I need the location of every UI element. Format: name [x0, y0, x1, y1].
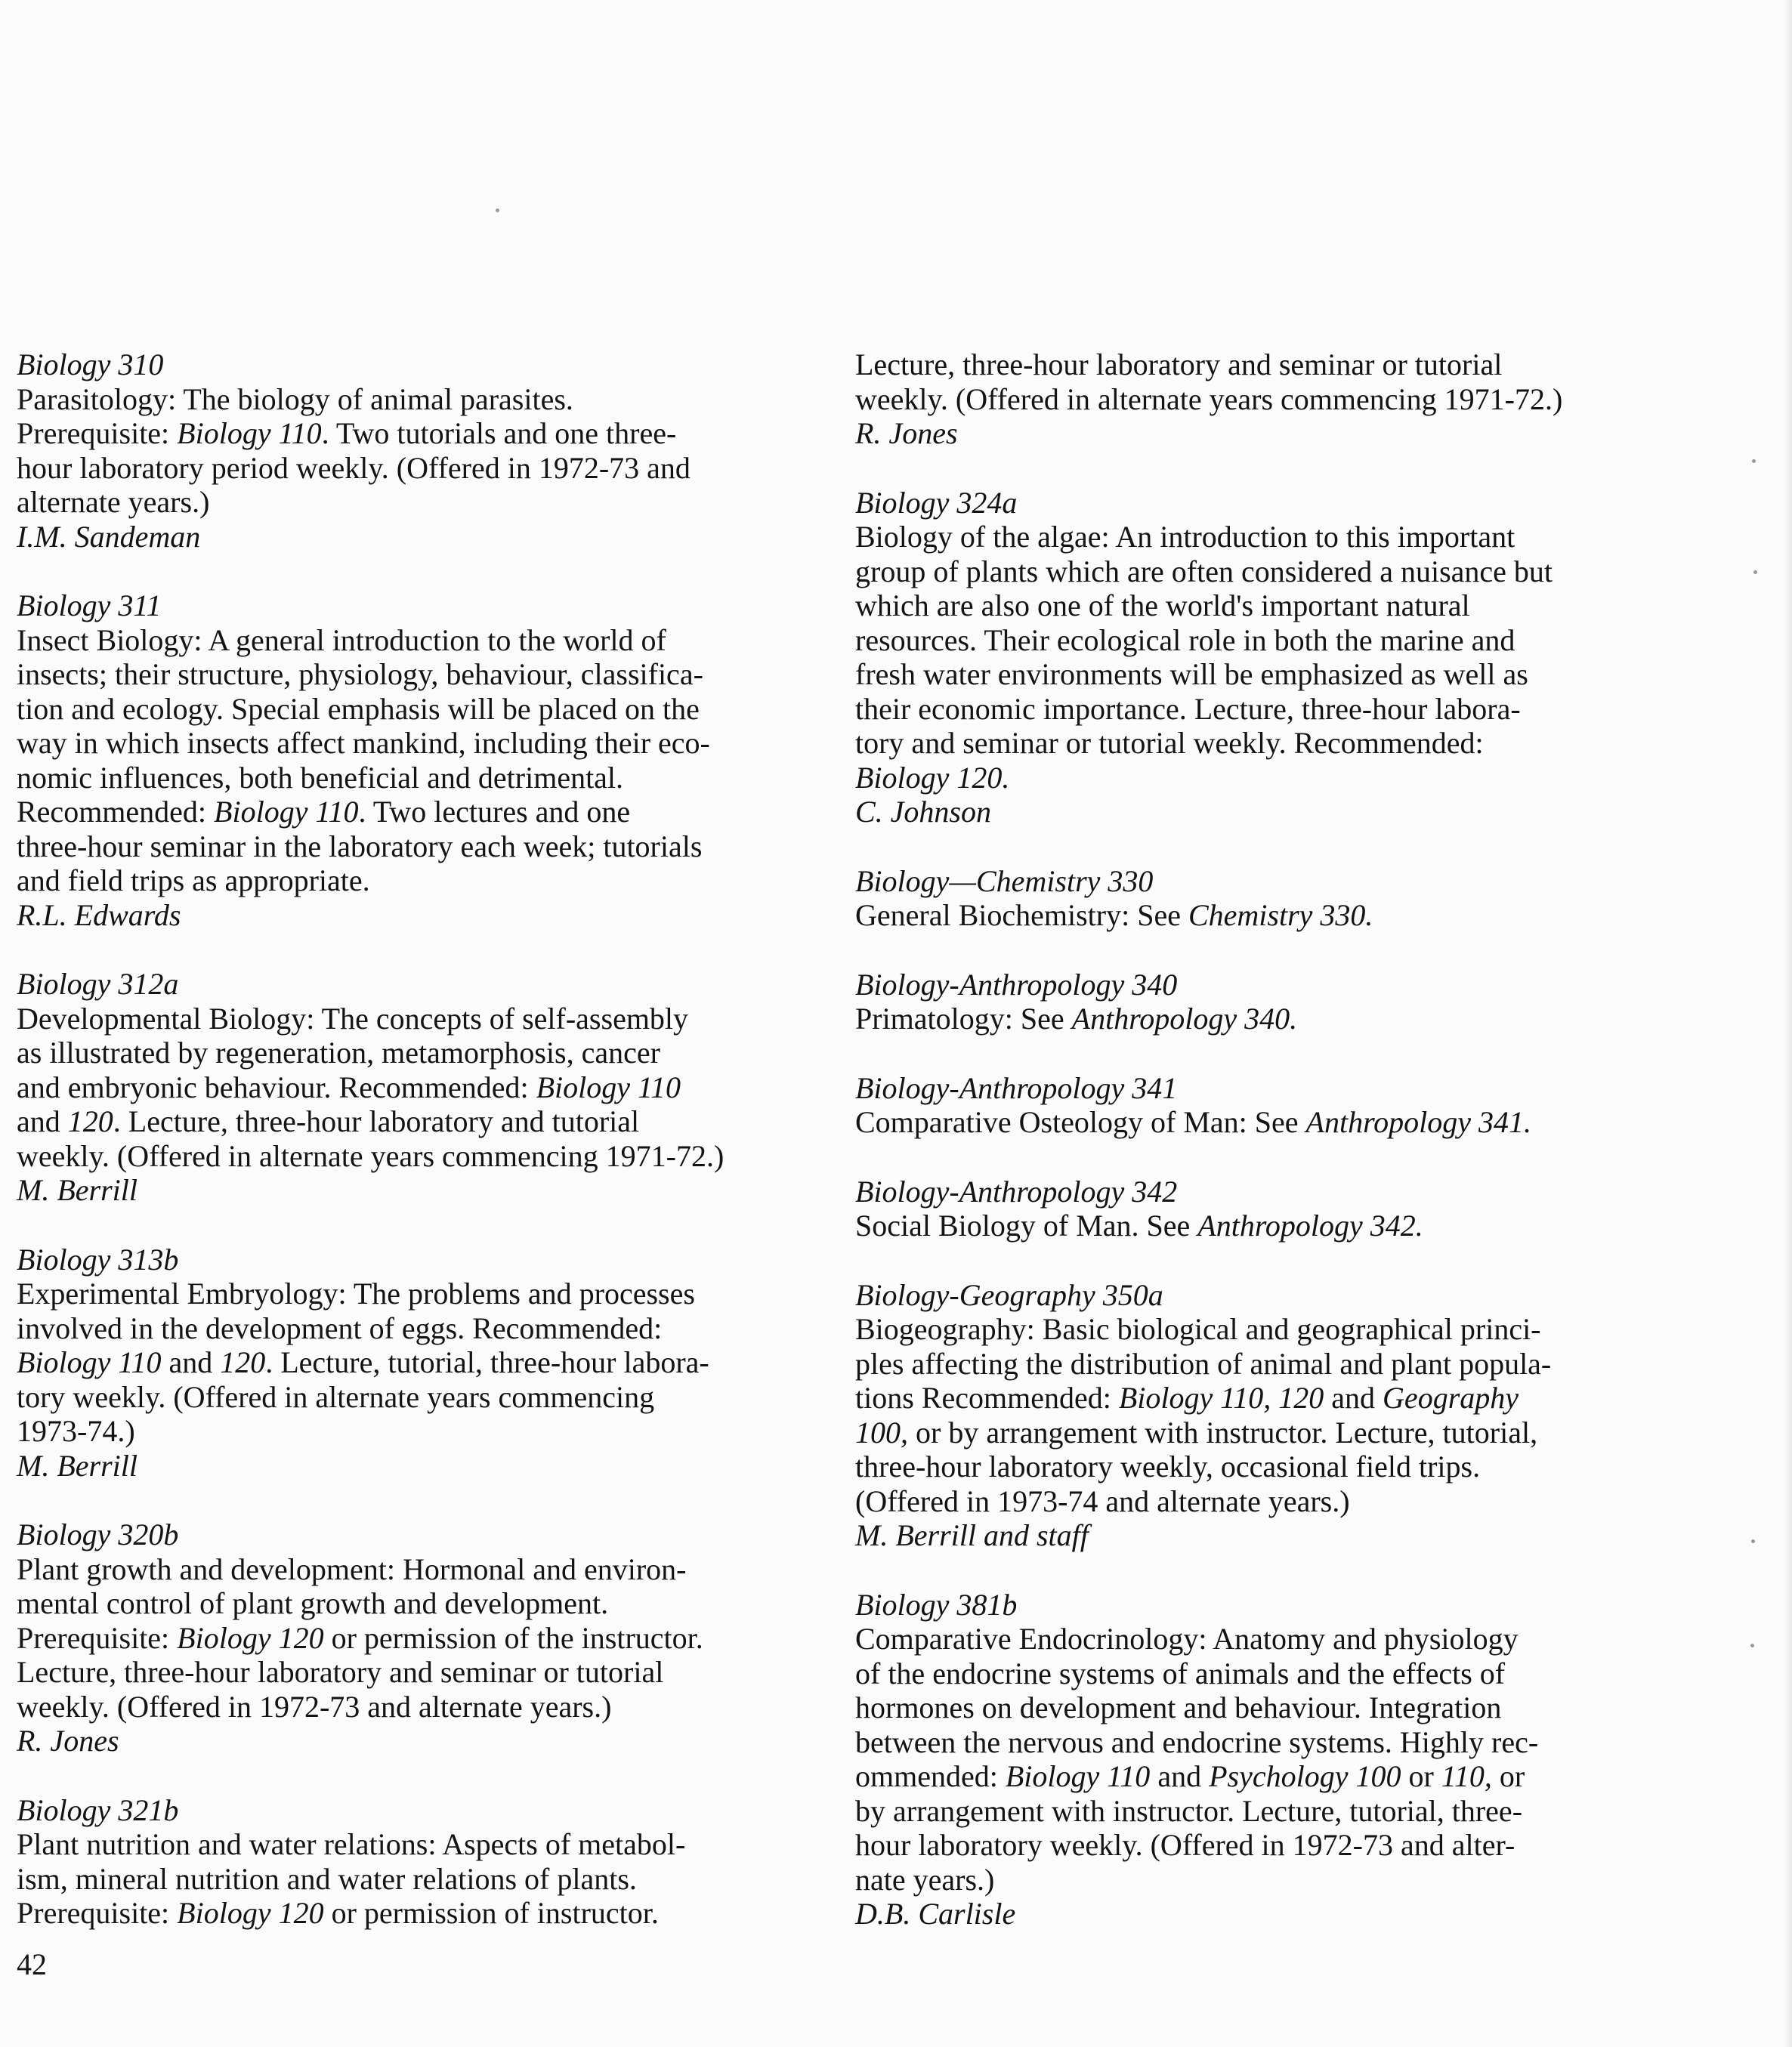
- description-line: nomic influences, both beneficial and detrimental.: [17, 760, 624, 795]
- course-reference: Biology 110, 120: [1118, 1381, 1324, 1415]
- course-reference: Biology 110: [536, 1070, 681, 1104]
- course-reference: Biology 120.: [855, 760, 1010, 795]
- course-instructor: R. Jones: [17, 1724, 119, 1758]
- description-line: involved in the development of eggs. Recommended:: [17, 1311, 663, 1345]
- course-entry: [855, 968, 1648, 1036]
- description-line: weekly. (Offered in alternate years commencing 1971-72.): [855, 381, 1563, 416]
- course-code: Biology 381b: [855, 1587, 1018, 1622]
- description-line: tory weekly. (Offered in alternate years commencing: [17, 1379, 655, 1414]
- scan-speck: [1753, 570, 1757, 574]
- course-reference: 100,: [855, 1415, 908, 1450]
- course-entry: [17, 588, 810, 932]
- right-column: [855, 347, 1648, 1966]
- description-line: Biogeography: Basic biological and geographical princi-: [855, 1312, 1541, 1346]
- description-line: resources. Their ecological role in both the marine and: [855, 622, 1515, 657]
- description-line: Comparative Osteology of Man: See Anthropology 341.: [855, 1105, 1532, 1139]
- course-entry: [17, 347, 810, 554]
- description-line: three-hour seminar in the laboratory each week; tutorials: [17, 829, 703, 863]
- description-line: tory and seminar or tutorial weekly. Recommended:: [855, 726, 1484, 760]
- course-reference: Biology 110: [177, 416, 322, 450]
- description-line: mental control of plant growth and development.: [17, 1586, 609, 1620]
- description-line: hormones on development and behaviour. Integration: [855, 1690, 1502, 1724]
- description-line: as illustrated by regeneration, metamorphosis, cancer: [17, 1036, 660, 1070]
- description-line: of the endocrine systems of animals and the effects of: [855, 1656, 1506, 1690]
- course-description: [17, 1827, 810, 1931]
- course-description: [17, 382, 810, 520]
- course-code: Biology 312a: [17, 967, 179, 1001]
- description-line: tion and ecology. Special emphasis will be placed on the: [17, 691, 700, 726]
- course-code: Biology-Anthropology 341: [855, 1070, 1178, 1105]
- description-line: hour laboratory weekly. (Offered in 1972-73 and alter-: [855, 1828, 1515, 1862]
- description-line: ommended: Biology 110 and Psychology 100 or 110, or: [855, 1759, 1525, 1793]
- course-entry: [855, 1071, 1648, 1140]
- description-line: Insect Biology: A general introduction to the world of: [17, 622, 666, 657]
- course-reference: Biology 120: [177, 1620, 324, 1655]
- course-description: [855, 1002, 1648, 1036]
- course-reference: Anthropology 340.: [1071, 1002, 1298, 1036]
- course-reference: Geography: [1383, 1381, 1519, 1415]
- scan-speck: [1751, 1539, 1755, 1543]
- page-number: 42: [17, 1947, 47, 1981]
- page-edge-shadow: [1784, 0, 1792, 2047]
- description-line: weekly. (Offered in alternate years commencing 1971-72.): [17, 1138, 725, 1173]
- description-line: between the nervous and endocrine systems. Highly rec-: [855, 1724, 1539, 1759]
- course-code: Biology 313b: [17, 1242, 179, 1277]
- course-description: [17, 1552, 810, 1724]
- scan-speck: [1750, 1644, 1754, 1647]
- course-description: [855, 520, 1648, 795]
- course-description: [17, 1277, 810, 1449]
- course-reference: Chemistry 330.: [1188, 898, 1373, 932]
- description-line: Lecture, three-hour laboratory and seminar or tutorial: [855, 347, 1503, 381]
- course-reference: Anthropology 342.: [1197, 1209, 1423, 1243]
- description-line: Parasitology: The biology of animal parasites.: [17, 381, 573, 416]
- course-instructor: M. Berrill: [17, 1173, 137, 1207]
- course-code: Biology-Anthropology 340: [855, 967, 1178, 1002]
- description-line: and embryonic behaviour. Recommended: Biology 110: [17, 1070, 681, 1104]
- course-description: [17, 1002, 810, 1174]
- course-entry: [855, 1588, 1648, 1931]
- description-line: weekly. (Offered in 1972-73 and alternate years.): [17, 1689, 612, 1724]
- description-line: Plant growth and development: Hormonal and environ-: [17, 1551, 687, 1586]
- description-line: Plant nutrition and water relations: Aspects of metabol-: [17, 1827, 686, 1861]
- description-line: which are also one of the world's important natural: [855, 588, 1470, 622]
- description-line: way in which insects affect mankind, including their eco-: [17, 726, 710, 760]
- course-reference: Psychology 100: [1209, 1759, 1401, 1793]
- left-column: [17, 347, 810, 1965]
- description-line: by arrangement with instructor. Lecture, tutorial, three-: [855, 1793, 1523, 1828]
- course-description: [855, 898, 1648, 933]
- course-code: Biology 321b: [17, 1792, 179, 1827]
- description-line: Recommended: Biology 110. Two lectures and one: [17, 795, 631, 829]
- course-reference: 120: [67, 1104, 113, 1138]
- course-reference: Biology 110: [17, 1345, 162, 1379]
- course-description: [855, 1312, 1648, 1518]
- course-instructor: R. Jones: [855, 416, 958, 450]
- scan-speck: [1752, 459, 1756, 463]
- course-instructor: M. Berrill and staff: [855, 1518, 1089, 1552]
- course-code: Biology 324a: [855, 485, 1018, 520]
- course-entry: [855, 1278, 1648, 1553]
- scan-speck: [496, 208, 499, 212]
- description-line: three-hour laboratory weekly, occasional field trips.: [855, 1450, 1481, 1484]
- course-code: Biology-Anthropology 342: [855, 1174, 1178, 1209]
- description-line: General Biochemistry: See Chemistry 330.: [855, 898, 1373, 932]
- description-line: nate years.): [855, 1862, 995, 1897]
- description-line: Biology of the algae: An introduction to this important: [855, 520, 1515, 554]
- course-description: [855, 1209, 1648, 1243]
- course-code: Biology-Geography 350a: [855, 1277, 1163, 1312]
- description-line: and 120. Lecture, three-hour laboratory and tutorial: [17, 1104, 640, 1138]
- description-line: [855, 761, 1648, 795]
- course-entry: [855, 864, 1648, 933]
- course-reference: Anthropology 341.: [1305, 1105, 1532, 1139]
- description-line: group of plants which are often considered a nuisance but: [855, 554, 1553, 588]
- course-instructor: R.L. Edwards: [17, 897, 181, 932]
- course-entry: [17, 1243, 810, 1484]
- course-code: Biology—Chemistry 330: [855, 863, 1154, 898]
- description-line: ism, mineral nutrition and water relations of plants.: [17, 1861, 637, 1896]
- course-reference: 110,: [1441, 1759, 1492, 1793]
- course-reference: 120: [220, 1345, 266, 1379]
- description-line: Prerequisite: Biology 110. Two tutorials and one three-: [17, 416, 677, 450]
- description-line: 100, or by arrangement with instructor. Lecture, tutorial,: [855, 1415, 1538, 1450]
- course-code: Biology 310: [17, 347, 164, 381]
- course-code: Biology 311: [17, 588, 162, 622]
- description-line: tions Recommended: Biology 110, 120 and Geography: [855, 1381, 1519, 1415]
- description-line: Developmental Biology: The concepts of self-assembly: [17, 1001, 689, 1036]
- description-line: alternate years.): [17, 485, 210, 519]
- description-line: their economic importance. Lecture, three-hour labora-: [855, 691, 1521, 726]
- course-entry: [855, 347, 1648, 451]
- course-instructor: C. Johnson: [855, 795, 991, 829]
- description-line: Primatology: See Anthropology 340.: [855, 1002, 1298, 1036]
- description-line: hour laboratory period weekly. (Offered in 1972-73 and: [17, 450, 691, 485]
- description-line: Biology 110 and 120. Lecture, tutorial, three-hour labora-: [17, 1345, 709, 1379]
- course-reference: Biology 110: [214, 795, 359, 829]
- course-description: [855, 1105, 1648, 1140]
- course-entry: [855, 1175, 1648, 1243]
- description-line: and field trips as appropriate.: [17, 863, 370, 897]
- description-line: 1973-74.): [17, 1414, 135, 1448]
- course-reference: Biology 120: [177, 1896, 324, 1930]
- description-line: insects; their structure, physiology, behaviour, classifica-: [17, 657, 703, 691]
- course-instructor: D.B. Carlisle: [855, 1897, 1016, 1931]
- course-instructor: I.M. Sandeman: [17, 519, 201, 554]
- course-description: [17, 623, 810, 898]
- description-line: (Offered in 1973-74 and alternate years.): [855, 1484, 1350, 1518]
- description-line: Comparative Endocrinology: Anatomy and physiology: [855, 1622, 1519, 1656]
- description-line: Lecture, three-hour laboratory and seminar or tutorial: [17, 1655, 664, 1689]
- course-entry: [17, 1793, 810, 1931]
- course-description: [855, 347, 1648, 416]
- course-reference: Biology 110: [1005, 1759, 1151, 1793]
- course-entry: [17, 1517, 810, 1758]
- description-line: Prerequisite: Biology 120 or permission of the instructor.: [17, 1620, 703, 1655]
- description-line: Social Biology of Man. See Anthropology 342.: [855, 1209, 1423, 1243]
- course-code: Biology 320b: [17, 1517, 179, 1551]
- course-entry: [17, 967, 810, 1208]
- course-description: [855, 1622, 1648, 1897]
- course-entry: [855, 486, 1648, 829]
- description-line: Prerequisite: Biology 120 or permission of instructor.: [17, 1896, 659, 1930]
- description-line: ples affecting the distribution of animal and plant popula-: [855, 1346, 1552, 1381]
- description-line: Experimental Embryology: The problems and processes: [17, 1277, 695, 1311]
- course-instructor: M. Berrill: [17, 1448, 137, 1483]
- description-line: fresh water environments will be emphasized as well as: [855, 657, 1528, 691]
